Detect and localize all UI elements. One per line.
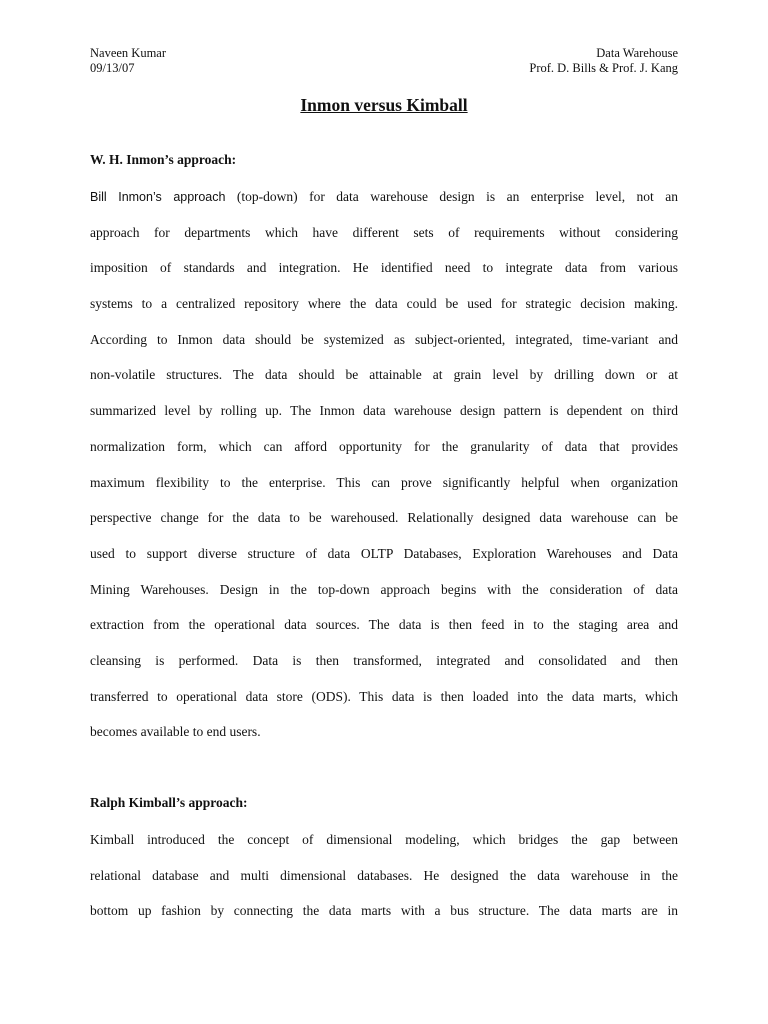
paragraph-line: cleansing is performed. Data is then transformed, integrated and consolidated and then [90,652,678,668]
inmon-heading: W. H. Inmon’s approach: [90,152,237,167]
header-left [90,46,166,76]
paragraph-line: maximum flexibility to the enterprise. This can prove significantly helpful when organization [90,474,678,490]
paragraph-line: imposition of standards and integration. He identified need to integrate data from various [90,260,678,276]
kimball-heading: Ralph Kimball’s approach: [90,795,248,810]
paragraph-line: becomes available to end users. [90,724,261,740]
author-name: Naveen Kumar [90,46,167,60]
document-title-wrap [0,94,768,116]
paragraph-line: extraction from the operational data sources. The data is then feed in to the staging area and [90,617,678,633]
kimball-paragraph [90,822,678,929]
header-right [529,46,678,76]
paragraph-line: transferred to operational data store (ODS). This data is then loaded into the data marts, which [90,688,678,704]
professor-names: Prof. D. Bills & Prof. J. Kang [529,61,678,75]
paragraph-line: perspective change for the data to be warehoused. Relationally designed data warehouse can be [90,510,678,526]
paragraph-line [90,179,678,215]
paragraph-line: normalization form, which can afford opportunity for the granularity of data that provides [90,438,678,454]
inmon-paragraph [90,179,678,750]
document-date: 09/13/07 [90,61,135,75]
paragraph-line: approach for departments which have different sets of requirements without considering [90,224,678,240]
document-title: Inmon versus Kimball [300,95,468,115]
paragraph-line: systems to a centralized repository where the data could be used for strategic decision making. [90,296,678,312]
course-name: Data Warehouse [596,46,678,60]
paragraph-line: used to support diverse structure of data OLTP Databases, Exploration Warehouses and Data [90,545,678,561]
paragraph-line: Kimball introduced the concept of dimensional modeling, which bridges the gap between [90,832,678,847]
paragraph-line: bottom up fashion by connecting the data marts with a bus structure. The data marts are in [90,903,678,919]
paragraph-line: Mining Warehouses. Design in the top-down approach begins with the consideration of data [90,581,678,597]
paragraph-line: summarized level by rolling up. The Inmon data warehouse design pattern is dependent on third [90,403,678,419]
paragraph-line: According to Inmon data should be systemized as subject-oriented, integrated, time-variant and [90,331,678,347]
paragraph-line: relational database and multi dimensional databases. He designed the data warehouse in the [90,867,678,883]
line-text: (top-down) for data warehouse design is an enterprise level, not an [225,189,678,204]
paragraph-line: non-volatile structures. The data should be attainable at grain level by drilling down or at [90,367,678,383]
inmon-name-phrase: Bill Inmon’s approach [90,190,226,204]
